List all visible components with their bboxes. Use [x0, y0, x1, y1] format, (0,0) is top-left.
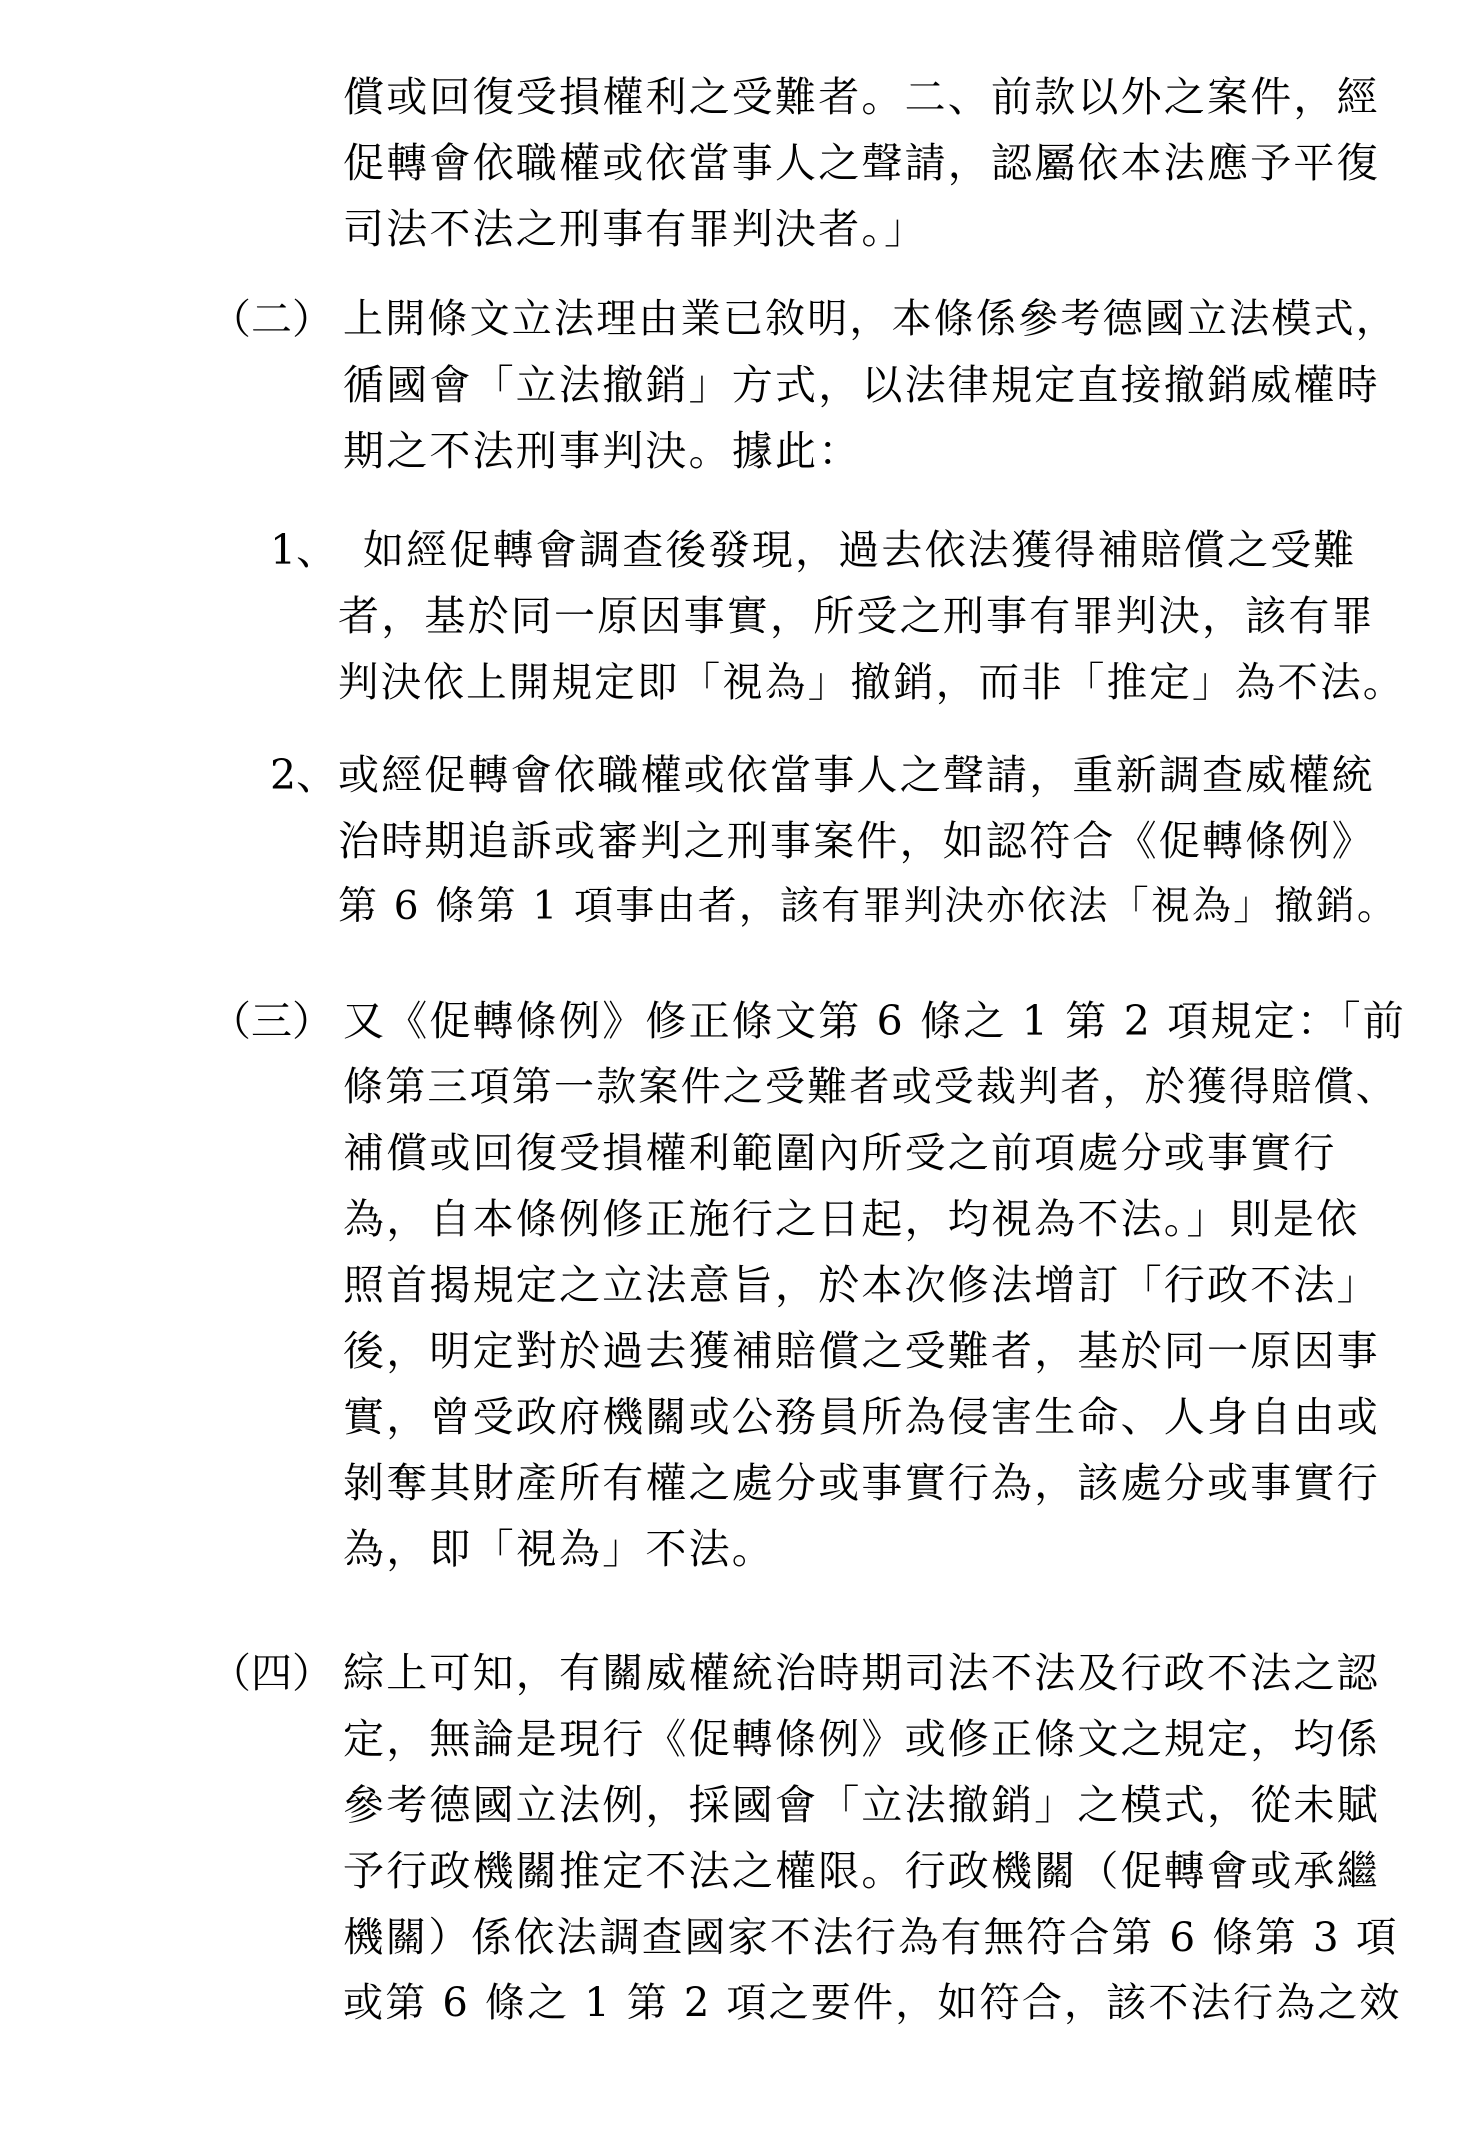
list-item-line: 第 6 條第 1 項事由者，該有罪判決亦依法「視為」撤銷。	[338, 884, 1399, 929]
paragraph-line: 為，即「視為」不法。	[343, 1525, 775, 1573]
paragraph-line: 期之不法刑事判決。據此：	[343, 427, 862, 475]
list-item-line: 或經促轉會依職權或依當事人之聲請，重新調查威權統	[338, 751, 1375, 799]
paragraph-line: 予行政機關推定不法之權限。行政機關（促轉會或承繼	[343, 1847, 1380, 1895]
item-marker: 1、	[270, 526, 338, 574]
paragraph-line: 照首揭規定之立法意旨，於本次修法增訂「行政不法」	[343, 1261, 1380, 1309]
paragraph-line: 循國會「立法撤銷」方式，以法律規定直接撤銷威權時	[343, 361, 1380, 409]
item-marker: 2、	[270, 751, 338, 799]
paragraph-line: 條第三項第一款案件之受難者或受裁判者，於獲得賠償、	[343, 1064, 1398, 1110]
list-item-line: 判決依上開規定即「視為」撤銷，而非「推定」為不法。	[338, 658, 1406, 706]
paragraph-line: 上開條文立法理由業已敘明，本條係參考德國立法模式，	[343, 296, 1398, 342]
list-item-line: 者，基於同一原因事實，所受之刑事有罪判決，該有罪	[338, 592, 1375, 640]
section-marker: （二）	[210, 295, 333, 343]
section-marker: （三）	[210, 997, 333, 1045]
paragraph-line: 定，無論是現行《促轉條例》或修正條文之規定，均係	[343, 1715, 1380, 1763]
paragraph-line: 機關）係依法調查國家不法行為有無符合第 6 條第 3 項	[343, 1913, 1399, 1961]
list-item-line: 如經促轉會調查後發現，過去依法獲得補賠償之受難	[363, 526, 1357, 574]
paragraph-line: 為，自本條例修正施行之日起，均視為不法。」則是依	[343, 1195, 1360, 1243]
section-marker: （四）	[210, 1649, 333, 1697]
paragraph-line: 補償或回復受損權利範圍內所受之前項處分或事實行	[343, 1129, 1337, 1177]
paragraph-line: 司法不法之刑事有罪判決者。」	[343, 205, 928, 253]
paragraph-line: 後，明定對於過去獲補賠償之受難者，基於同一原因事	[343, 1327, 1380, 1375]
paragraph-line: 綜上可知，有關威權統治時期司法不法及行政不法之認	[343, 1649, 1380, 1697]
list-item-line: 治時期追訴或審判之刑事案件，如認符合《促轉條例》	[338, 817, 1375, 865]
paragraph-line: 或第 6 條之 1 第 2 項之要件，如符合，該不法行為之效	[343, 1980, 1402, 2026]
paragraph-line: 實，曾受政府機關或公務員所為侵害生命、人身自由或	[343, 1393, 1380, 1441]
paragraph-line: 償或回復受損權利之受難者。二、前款以外之案件，經	[343, 73, 1380, 121]
paragraph-line: 剝奪其財產所有權之處分或事實行為，該處分或事實行	[343, 1459, 1380, 1507]
paragraph-line: 促轉會依職權或依當事人之聲請，認屬依本法應予平復	[343, 139, 1380, 187]
paragraph-line: 參考德國立法例，採國會「立法撤銷」之模式，從未賦	[343, 1781, 1380, 1829]
paragraph-line: 又《促轉條例》修正條文第 6 條之 1 第 2 項規定：「前	[343, 997, 1406, 1045]
